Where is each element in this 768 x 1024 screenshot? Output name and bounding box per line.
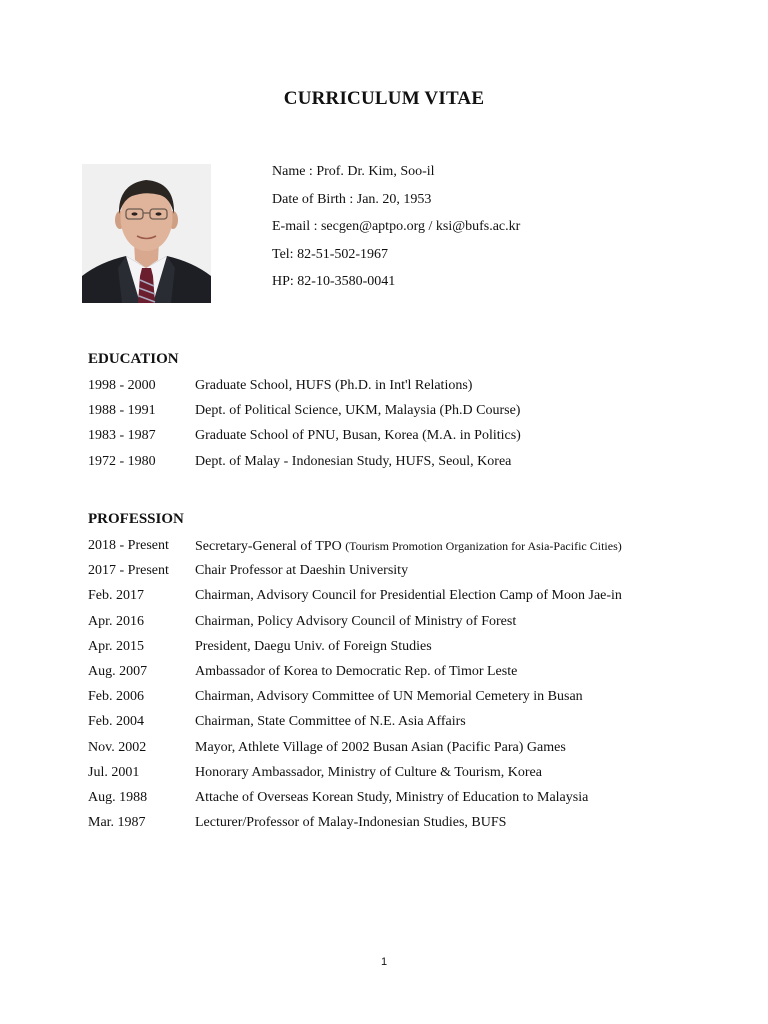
- profession-row: [88, 561, 622, 586]
- education-heading: EDUCATION: [88, 351, 179, 367]
- profession-description: Honorary Ambassador, Ministry of Culture & Tourism, Korea: [195, 764, 542, 780]
- profession-description: Mayor, Athlete Village of 2002 Busan Asian (Pacific Para) Games: [195, 739, 566, 755]
- profession-description: [195, 536, 622, 561]
- profession-row: [88, 738, 622, 763]
- profession-description: Chair Professor at Daeshin University: [195, 563, 409, 579]
- profession-description: Attache of Overseas Korean Study, Ministry of Education to Malaysia: [195, 789, 589, 805]
- page-number: 1: [380, 956, 388, 968]
- profession-description-note: (Tourism Promotion Organization for Asia-Pacific Cities): [345, 539, 622, 553]
- profession-row: [88, 612, 622, 637]
- education-row: [88, 452, 521, 477]
- profession-description: Chairman, Advisory Council for Presidential Election Camp of Moon Jae-in: [195, 588, 622, 604]
- education-period: 1998 - 2000: [88, 378, 156, 393]
- profession-period: Apr. 2016: [88, 613, 144, 629]
- email-line: E-mail : secgen@aptpo.org / ksi@bufs.ac.kr: [272, 219, 521, 234]
- document-title: CURRICULUM VITAE: [283, 88, 485, 109]
- education-description: Dept. of Malay - Indonesian Study, HUFS, Seoul, Korea: [195, 453, 512, 469]
- education-period: 1972 - 1980: [88, 453, 156, 469]
- profession-period: 2018 - Present: [88, 538, 169, 553]
- profile-photo: [82, 164, 211, 303]
- education-period: 1983 - 1987: [88, 428, 156, 444]
- profession-row: [88, 712, 622, 737]
- profession-description: Chairman, Policy Advisory Council of Ministry of Forest: [195, 613, 517, 629]
- profession-period: Aug. 1988: [88, 789, 148, 805]
- profession-description: Chairman, Advisory Committee of UN Memorial Cemetery in Busan: [195, 689, 583, 705]
- profession-period: Mar. 1987: [88, 815, 146, 831]
- hp-line: HP: 82-10-3580-0041: [272, 274, 396, 289]
- education-list: [88, 376, 521, 477]
- education-period: 1988 - 1991: [88, 403, 156, 419]
- profession-description: Chairman, State Committee of N.E. Asia Affairs: [195, 714, 466, 730]
- education-description: Graduate School of PNU, Busan, Korea (M.A. in Politics): [195, 428, 521, 444]
- profession-row: [88, 763, 622, 788]
- profession-row: [88, 637, 622, 662]
- name-line: Name : Prof. Dr. Kim, Soo-il: [272, 164, 435, 179]
- profession-period: Feb. 2017: [88, 588, 144, 604]
- profession-row: [88, 586, 622, 611]
- profession-row: [88, 788, 622, 813]
- profession-description: Ambassador of Korea to Democratic Rep. of Timor Leste: [195, 663, 518, 679]
- education-description: Graduate School, HUFS (Ph.D. in Int'l Relations): [195, 378, 473, 393]
- profession-row: [88, 662, 622, 687]
- education-row: [88, 401, 521, 426]
- profession-description: Lecturer/Professor of Malay-Indonesian Studies, BUFS: [195, 815, 507, 831]
- profession-period: Jul. 2001: [88, 764, 140, 780]
- education-row: [88, 426, 521, 451]
- personal-info: [272, 162, 520, 300]
- profession-description: President, Daegu Univ. of Foreign Studies: [195, 638, 432, 654]
- profession-period: Apr. 2015: [88, 638, 144, 654]
- profession-list: [88, 536, 622, 838]
- profession-period: Feb. 2004: [88, 714, 144, 730]
- tel-line: Tel: 82-51-502-1967: [272, 246, 389, 262]
- profession-description-main: Secretary-General of TPO: [195, 539, 342, 554]
- birth-date-line: Date of Birth : Jan. 20, 1953: [272, 191, 432, 207]
- profession-period: Aug. 2007: [88, 663, 148, 679]
- profession-row: [88, 813, 622, 838]
- profession-heading: PROFESSION: [88, 511, 184, 527]
- education-row: [88, 376, 521, 401]
- profession-row: [88, 536, 622, 561]
- profession-period: Feb. 2006: [88, 689, 144, 705]
- education-description: Dept. of Political Science, UKM, Malaysia (Ph.D Course): [195, 403, 521, 419]
- profession-row: [88, 687, 622, 712]
- profession-period: Nov. 2002: [88, 739, 147, 755]
- profession-period: 2017 - Present: [88, 563, 169, 579]
